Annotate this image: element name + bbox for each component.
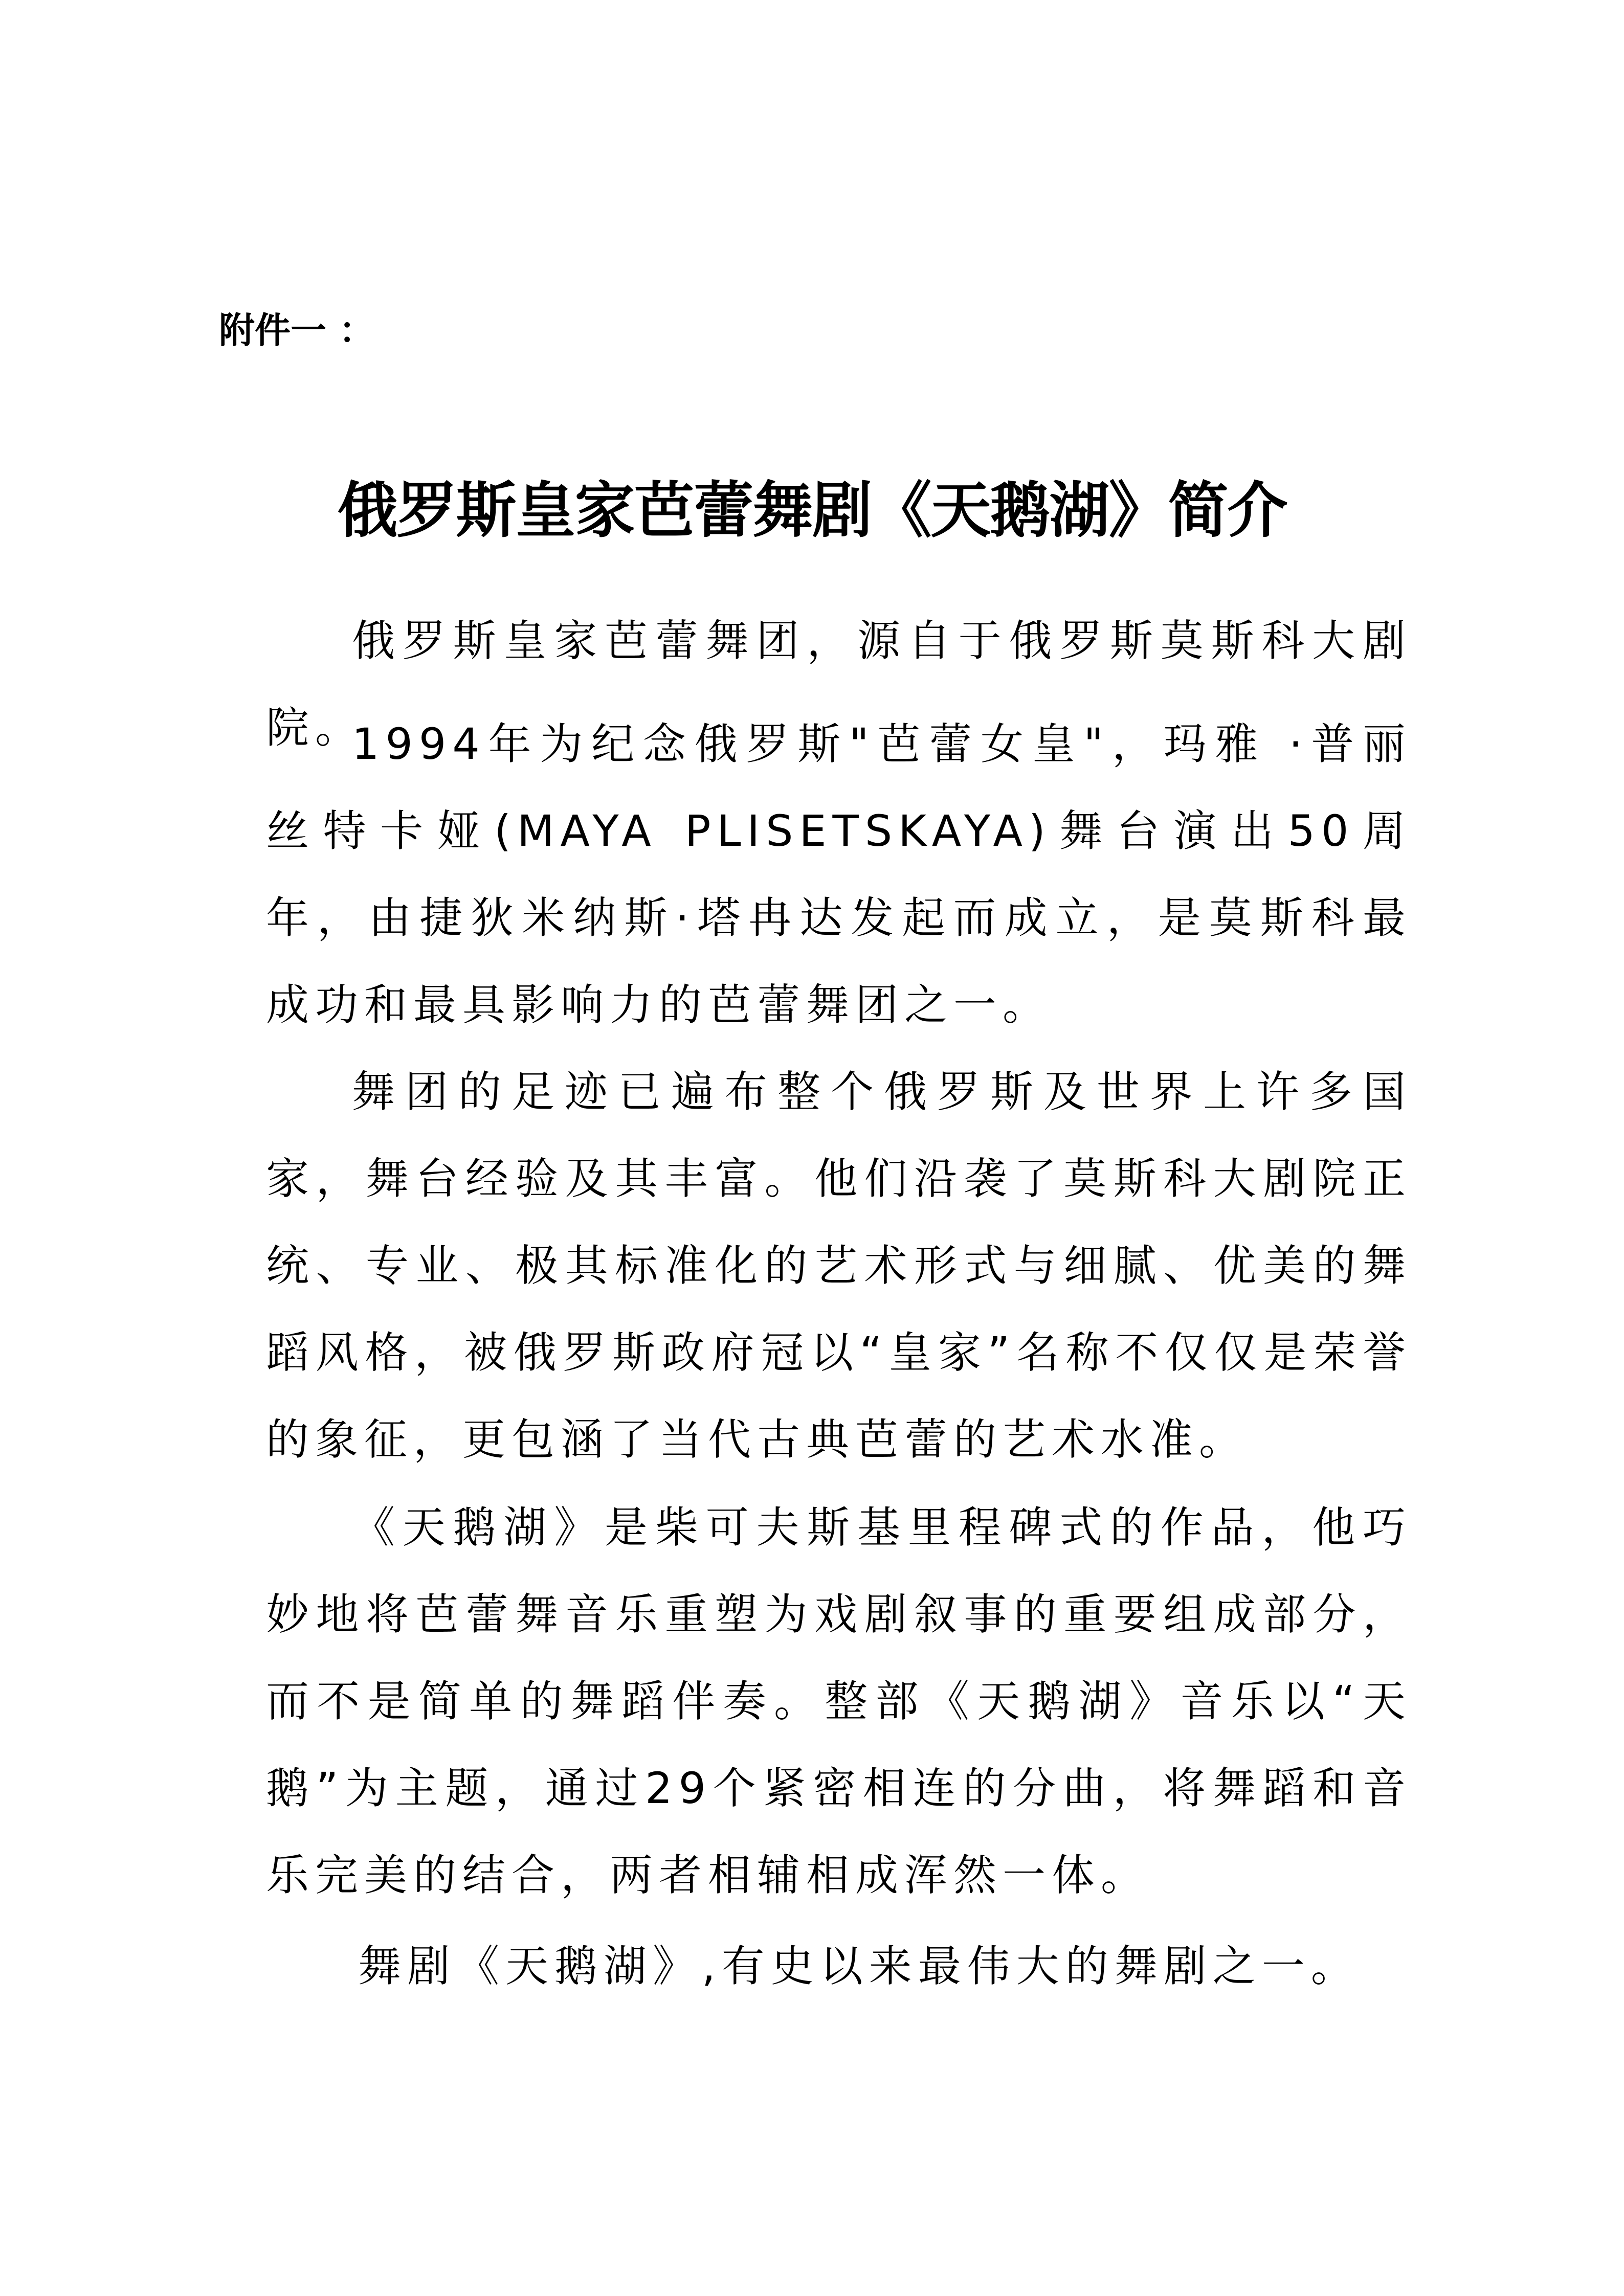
paragraph-conclusion: 舞剧《天鹅湖》,有史以来最伟大的舞剧之一。 <box>358 1941 1360 1991</box>
document-title: 俄罗斯皇家芭蕾舞剧《天鹅湖》简介 <box>337 475 1287 546</box>
paragraph-troupe-experience: 舞团的足迹已遍布整个俄罗斯及世界上许多国家，舞台经验及其丰富。他们沿袭了莫斯科大剧院正统、专业、极其标准化的艺术形式与细腻、优美的舞蹈风格，被俄罗斯政府冠以“皇家”名称不仅仅是荣誉的象征，更包涵了当代古典芭蕾的艺术水准。 <box>266 1067 1412 1465</box>
paragraph-intro: 俄罗斯皇家芭蕾舞团，源自于俄罗斯莫斯科大剧院。 <box>266 616 1412 753</box>
attachment-label: 附件一 ： <box>219 309 375 351</box>
paragraph-founding: 1994年为纪念俄罗斯"芭蕾女皇"，玛雅 ·普丽丝特卡娅(MAYA PLISETSKAYA)舞台演出50周年，由捷狄米纳斯·塔冉达发起而成立，是莫斯科最成功和最具影响力的芭蕾舞团之一。 <box>266 719 1412 1030</box>
paragraph-swan-lake-music: 《天鹅湖》是柴可夫斯基里程碑式的作品，他巧妙地将芭蕾舞音乐重塑为戏剧叙事的重要组成部分，而不是简单的舞蹈伴奏。整部《天鹅湖》音乐以“天鹅”为主题，通过29个紧密相连的分曲，将舞蹈和音乐完美的结合，两者相辅相成浑然一体。 <box>266 1502 1412 1900</box>
